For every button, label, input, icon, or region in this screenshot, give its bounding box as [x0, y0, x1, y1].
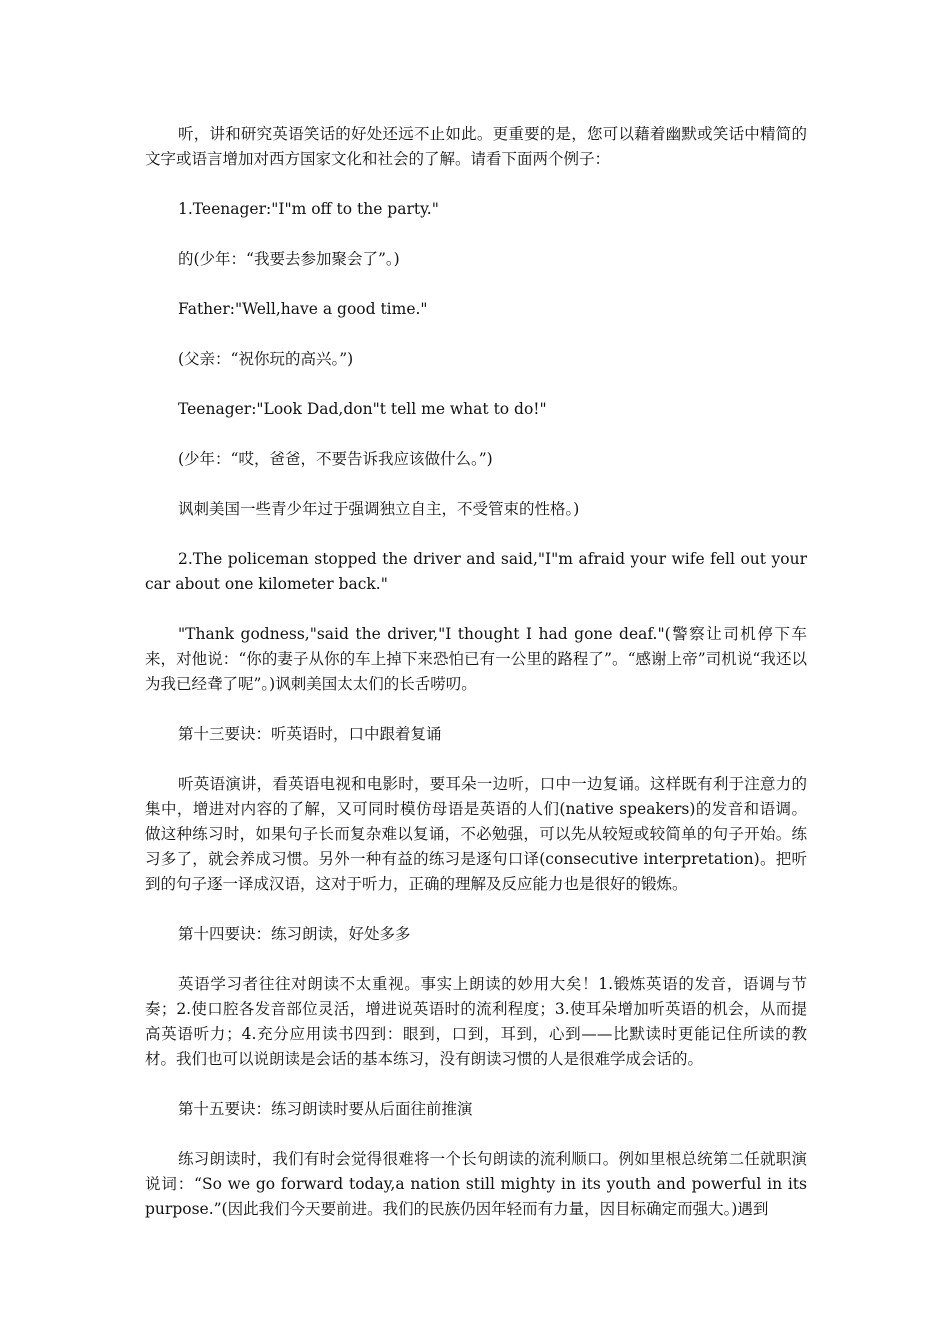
- paragraph-section-13: 听英语演讲，看英语电视和电影时，要耳朵一边听，口中一边复诵。这样既有利于注意力的集中，增进对内容的了解，又可同时模仿母语是英语的人们(native speakers)的发音和语调。做这种练习时，如果句子长而复杂难以复诵，不必勉强，可以先从较短或较简单的句子开始。练习多了，就会养成习惯。另外一种有益的练习是逐句口译(consecutive interpretation)。把听到的句子逐一译成汉语，这对于听力，正确的理解及反应能力也是很好的锻炼。: [145, 775, 807, 893]
- document-body: [145, 122, 807, 1247]
- paragraph-example2-policeman: 2.The policeman stopped the driver and said,"I"m afraid your wife fell out your car about one kilometer back.": [145, 550, 807, 593]
- paragraph-example1-teenager-translation: 的(少年：“我要去参加聚会了”。): [178, 250, 400, 268]
- paragraph-example1-father-translation: (父亲：“祝你玩的高兴。”): [178, 350, 354, 368]
- paragraph-example2-driver: "Thank godness,"said the driver,"I thought I had gone deaf."(警察让司机停下车来，对他说：“你的妻子从你的车上掉下来恐怕已有一公里的路程了”。“感谢上帝”司机说“我还以为我已经聋了呢”。)讽刺美国太太们的长舌唠叨。: [145, 625, 807, 693]
- section-heading-15: 第十五要诀：练习朗读时要从后面往前推演: [178, 1100, 473, 1118]
- paragraph-section-14: 英语学习者往往对朗读不太重视。事实上朗读的妙用大矣！1.锻炼英语的发音，语调与节奏；2.使口腔各发音部位灵活，增进说英语时的流利程度；3.使耳朵增加听英语的机会，从而提高英语听力；4.充分应用读书四到：眼到，口到，耳到，心到——比默读时更能记住所读的教材。我们也可以说朗读是会话的基本练习，没有朗读习惯的人是很难学成会话的。: [145, 975, 807, 1068]
- paragraph-example1-teenager-reply-translation: (少年：“哎，爸爸，不要告诉我应该做什么。”): [178, 450, 493, 468]
- paragraph-example1-teenager-reply: Teenager:"Look Dad,don"t tell me what to do!": [178, 400, 547, 418]
- section-heading-13: 第十三要诀：听英语时，口中跟着复诵: [178, 725, 442, 743]
- paragraph-example1-teenager: 1.Teenager:"I"m off to the party.": [178, 200, 439, 218]
- paragraph-intro: 听，讲和研究英语笑话的好处还远不止如此。更重要的是，您可以藉着幽默或笑话中精简的文字或语言增加对西方国家文化和社会的了解。请看下面两个例子：: [145, 125, 807, 168]
- paragraph-example1-father: Father:"Well,have a good time.": [178, 300, 428, 318]
- section-heading-14: 第十四要诀：练习朗读，好处多多: [178, 925, 411, 943]
- paragraph-example1-comment: 讽刺美国一些青少年过于强调独立自主，不受管束的性格。): [178, 500, 580, 518]
- paragraph-section-15: 练习朗读时，我们有时会觉得很难将一个长句朗读的流利顺口。例如里根总统第二任就职演说词：“So we go forward today,a nation still mighty in its youth and powerful in its purpose.”(因此我们今天要前进。我们的民族仍因年轻而有力量，因目标确定而强大。)遇到: [145, 1150, 807, 1218]
